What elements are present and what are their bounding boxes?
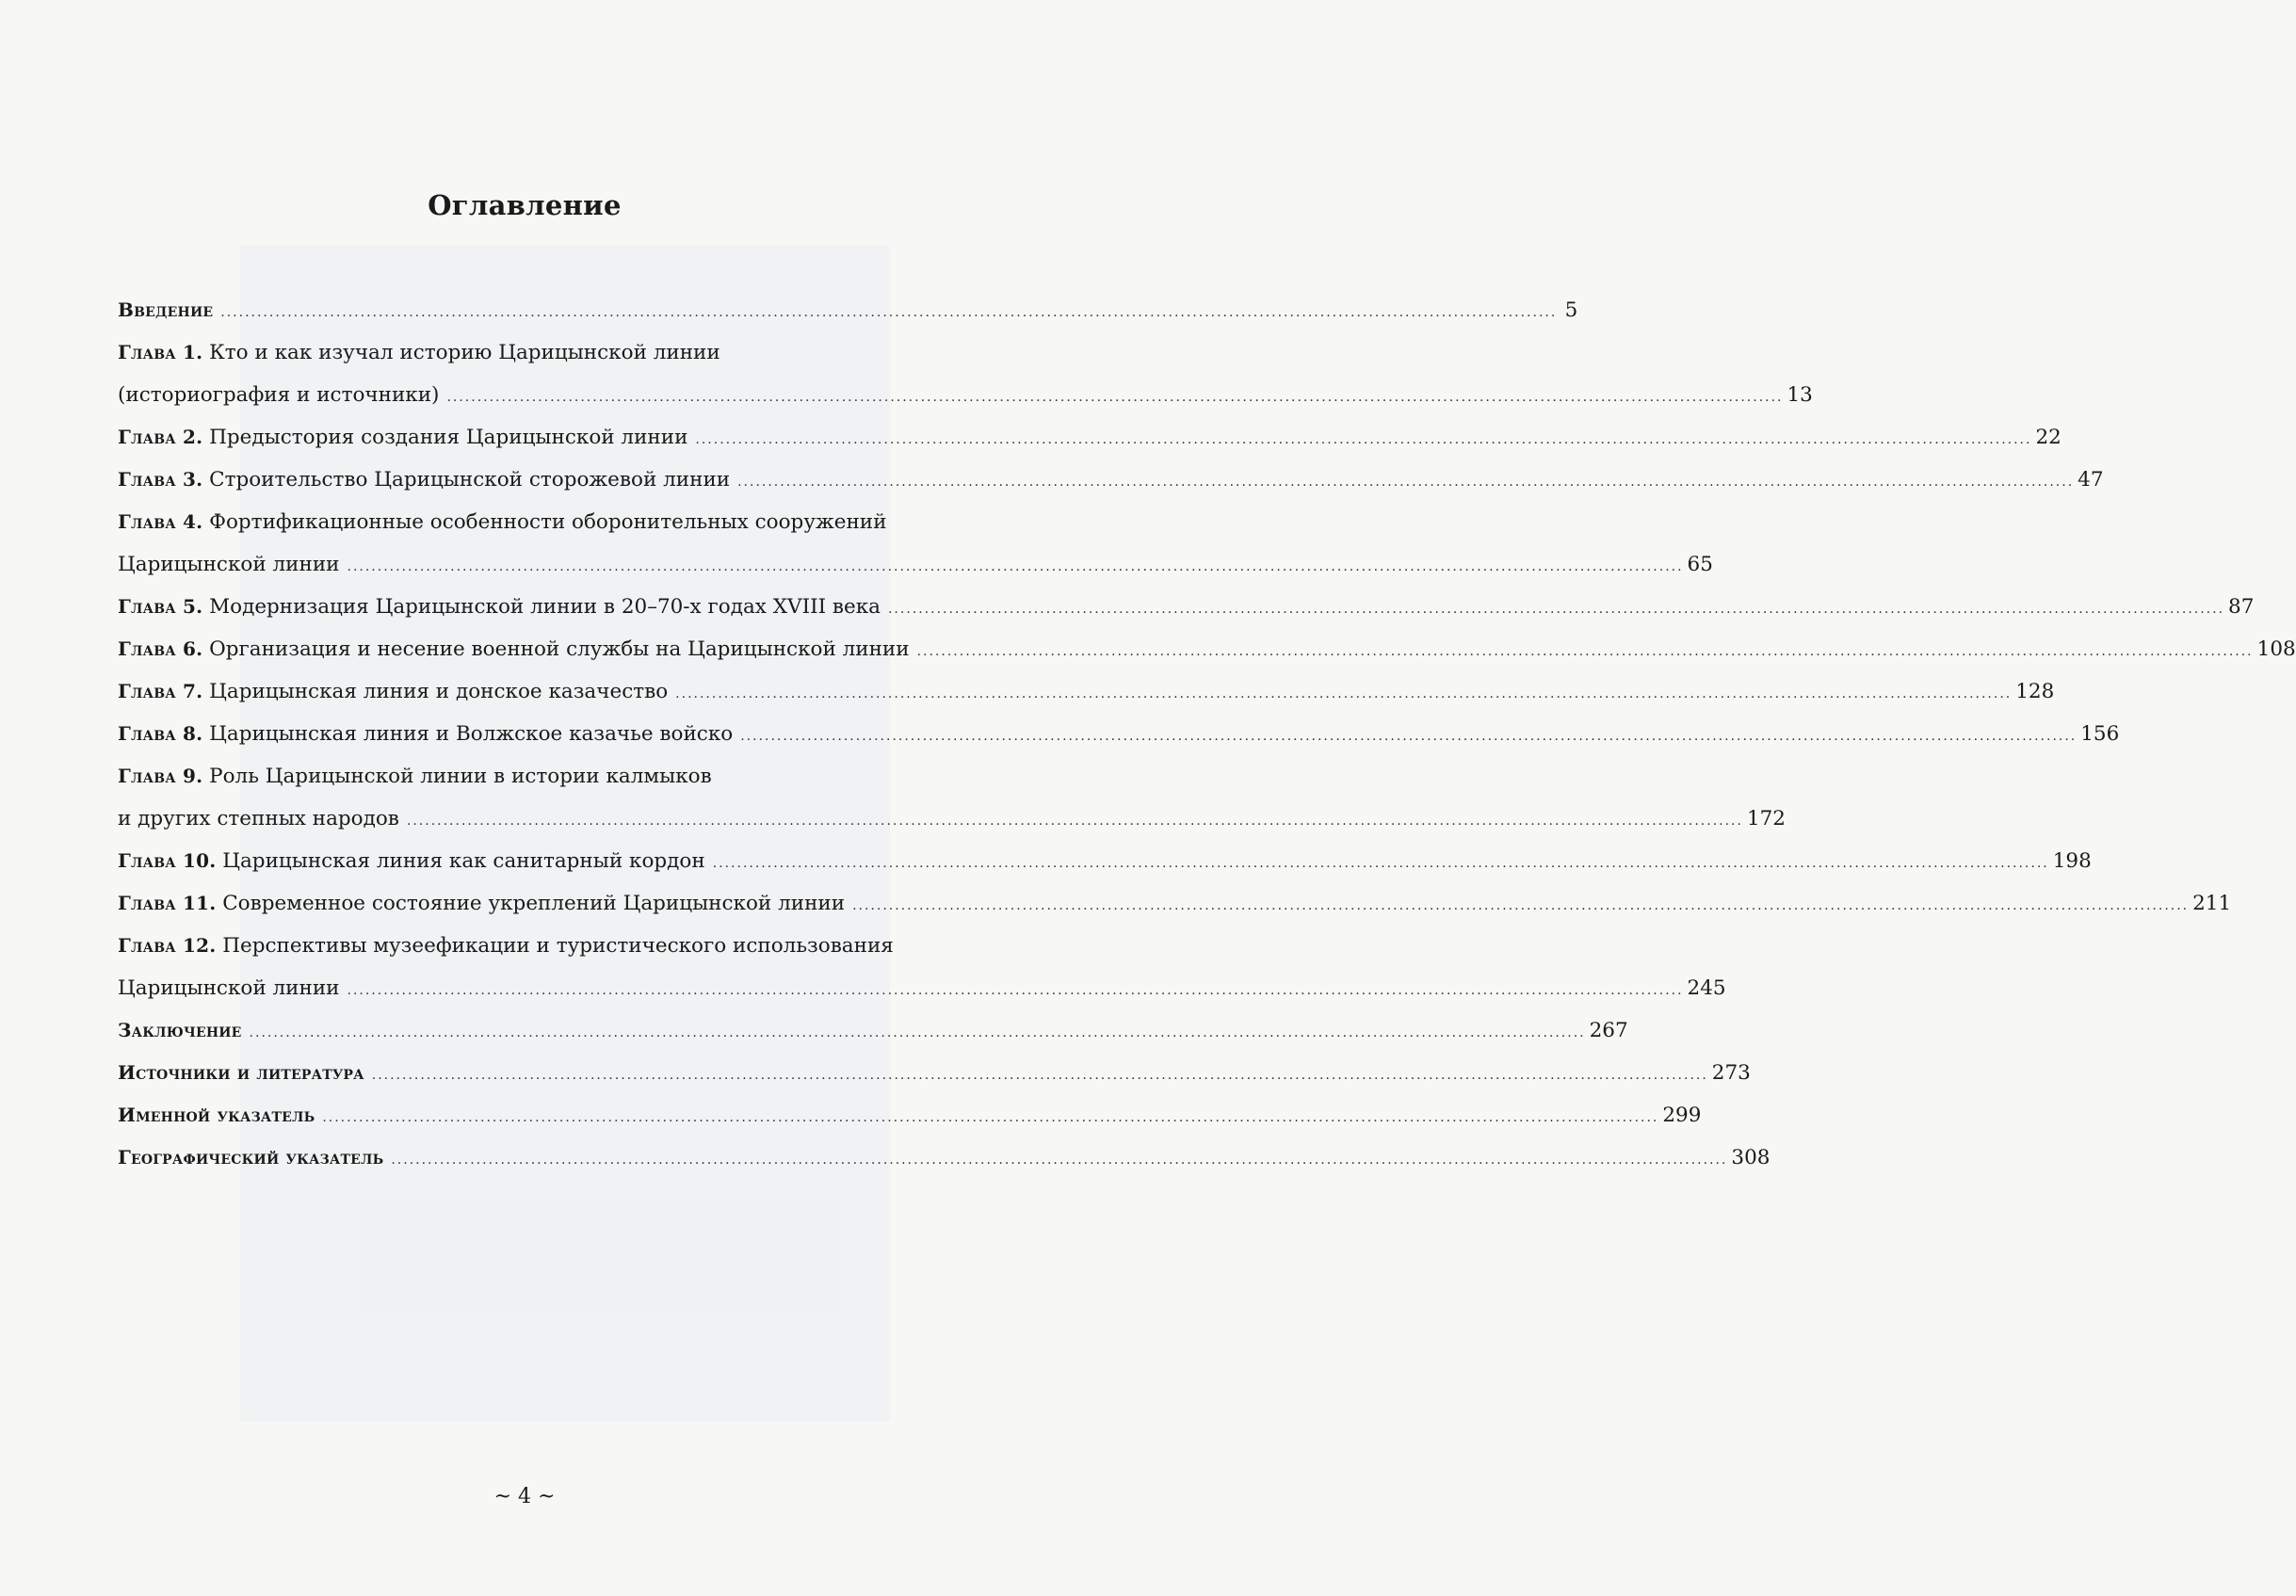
toc-entry-lead: Глава 4.	[118, 510, 203, 533]
toc-entry	[118, 1009, 1628, 1052]
toc-entry	[118, 501, 1037, 543]
toc-entry-label	[118, 1052, 364, 1094]
toc-entry-text: Фортификационные особенности оборонительных сооружений	[209, 510, 887, 534]
toc-page-number: 47	[2078, 468, 2104, 492]
toc-entry	[118, 925, 1037, 967]
toc-entry-label	[118, 459, 730, 501]
toc-entry-label	[118, 628, 910, 670]
toc-page-number: 87	[2228, 595, 2255, 619]
toc-page-number: 211	[2192, 892, 2232, 915]
toc-entry	[118, 1137, 1771, 1179]
page-title: Оглавление	[428, 189, 622, 221]
toc-leader-dots: ............................................................................................................................................................................................................................	[347, 983, 1684, 998]
toc-leader-dots: ............................................................................................................................................................................................................................	[712, 856, 2049, 871]
toc-entry	[118, 1094, 1702, 1137]
toc-entry-label	[118, 289, 213, 331]
toc-entry-lead: Заключение	[118, 1019, 242, 1041]
toc-entry-label	[118, 331, 720, 374]
toc-entry-label	[118, 1009, 242, 1052]
toc-entry	[118, 882, 2232, 925]
toc-entry	[118, 670, 2055, 713]
table-of-contents	[118, 289, 2296, 1179]
toc-page-number: 65	[1687, 553, 1713, 576]
toc-page-number: 156	[2080, 722, 2120, 746]
toc-entry	[118, 713, 2120, 755]
toc-entry-text: (историография и источники)	[118, 383, 440, 407]
toc-leader-dots: ............................................................................................................................................................................................................................	[220, 305, 1558, 320]
toc-entry-text: Царицынской линии	[118, 553, 340, 576]
toc-entry	[118, 374, 1813, 416]
toc-leader-dots: ............................................................................................................................................................................................................................	[737, 475, 2075, 490]
toc-entry-text: и других степных народов	[118, 807, 399, 830]
toc-entry-text: Царицынской линии	[118, 976, 340, 1000]
toc-entry-label	[118, 501, 886, 543]
toc-page-number: 5	[1564, 298, 1578, 322]
toc-entry-label	[118, 1137, 383, 1179]
toc-entry-text: Строительство Царицынской сторожевой линии	[209, 468, 731, 492]
toc-entry-lead: Глава 5.	[118, 595, 203, 618]
toc-entry	[118, 459, 2104, 501]
toc-leader-dots: ............................................................................................................................................................................................................................	[371, 1068, 1708, 1083]
toc-leader-dots: ............................................................................................................................................................................................................................	[391, 1153, 1728, 1168]
toc-entry-text: Роль Царицынской линии в истории калмыков	[209, 765, 712, 788]
toc-leader-dots: ............................................................................................................................................................................................................................	[852, 898, 2190, 913]
toc-leader-dots: ............................................................................................................................................................................................................................	[916, 644, 2254, 659]
toc-entry-lead: Глава 6.	[118, 637, 203, 660]
toc-entry-lead: Глава 1.	[118, 341, 203, 363]
toc-entry	[118, 331, 1037, 374]
toc-leader-dots: ............................................................................................................................................................................................................................	[406, 814, 1743, 829]
toc-entry-label	[118, 882, 845, 925]
toc-entry-label	[118, 670, 668, 713]
toc-leader-dots: ............................................................................................................................................................................................................................	[887, 602, 2225, 617]
toc-page-number: 128	[2015, 680, 2055, 703]
toc-entry-label	[118, 925, 894, 967]
toc-page-number: 273	[1711, 1061, 1751, 1085]
toc-entry-label	[118, 713, 733, 755]
toc-entry	[118, 289, 1578, 331]
toc-entry-lead: Глава 11.	[118, 892, 217, 914]
toc-entry	[118, 1052, 1751, 1094]
toc-entry-lead: Введение	[118, 298, 214, 321]
toc-entry-text: Перспективы музеефикации и туристического использования	[222, 934, 894, 958]
toc-page-number: 308	[1731, 1146, 1771, 1169]
toc-page-number: 22	[2035, 426, 2062, 449]
toc-entry	[118, 840, 2092, 882]
toc-entry-text: Современное состояние укреплений Царицынской линии	[222, 892, 846, 915]
toc-leader-dots: ............................................................................................................................................................................................................................	[249, 1025, 1586, 1040]
toc-entry	[118, 586, 2255, 628]
toc-page-number: 198	[2052, 849, 2092, 873]
toc-leader-dots: ............................................................................................................................................................................................................................	[695, 432, 2032, 447]
toc-entry-lead: Глава 12.	[118, 934, 217, 957]
toc-entry	[118, 416, 2062, 459]
toc-page-number: 13	[1787, 383, 1813, 407]
toc-entry-text: Царицынская линия и Волжское казачье войско	[209, 722, 734, 746]
toc-page-number: 172	[1746, 807, 1786, 830]
toc-entry-text: Предыстория создания Царицынской линии	[209, 426, 688, 449]
toc-entry-label	[118, 586, 881, 628]
toc-leader-dots: ............................................................................................................................................................................................................................	[675, 686, 2013, 701]
toc-entry-text: Царицынская линия как санитарный кордон	[222, 849, 705, 873]
toc-leader-dots: ............................................................................................................................................................................................................................	[347, 559, 1684, 574]
toc-leader-dots: ............................................................................................................................................................................................................................	[740, 729, 2078, 744]
page-number: ~ 4 ~	[493, 1485, 556, 1508]
toc-entry-lead: Глава 3.	[118, 468, 203, 491]
toc-entry-label	[118, 755, 712, 798]
toc-page-number: 267	[1589, 1019, 1628, 1042]
toc-entry-lead: Глава 7.	[118, 680, 203, 702]
toc-entry-lead: Глава 10.	[118, 849, 217, 872]
toc-entry-label	[118, 798, 399, 840]
toc-entry-text: Кто и как изучал историю Царицынской линии	[209, 341, 720, 364]
toc-entry-lead: Глава 9.	[118, 765, 203, 787]
toc-entry-label	[118, 543, 340, 586]
toc-entry-label	[118, 1094, 315, 1137]
toc-entry-text: Модернизация Царицынской линии в 20–70-х годах XVIII века	[209, 595, 881, 619]
toc-entry-lead: Географический указатель	[118, 1146, 384, 1169]
toc-entry-lead: Источники и литература	[118, 1061, 364, 1084]
toc-entry	[118, 543, 1713, 586]
toc-entry	[118, 798, 1786, 840]
toc-entry	[118, 967, 1726, 1009]
toc-entry-text: Царицынская линия и донское казачество	[209, 680, 669, 703]
toc-page-number: 108	[2256, 637, 2296, 661]
toc-entry-text: Организация и несение военной службы на Царицынской линии	[209, 637, 910, 661]
toc-entry-lead: Глава 8.	[118, 722, 203, 745]
toc-entry-label	[118, 374, 439, 416]
toc-page-number: 299	[1662, 1104, 1702, 1127]
toc-entry	[118, 628, 2296, 670]
toc-entry-label	[118, 967, 340, 1009]
toc-leader-dots: ............................................................................................................................................................................................................................	[446, 390, 1784, 405]
toc-entry-label	[118, 416, 687, 459]
toc-entry-lead: Глава 2.	[118, 426, 203, 448]
toc-leader-dots: ............................................................................................................................................................................................................................	[322, 1110, 1659, 1125]
toc-entry-label	[118, 840, 705, 882]
toc-page-number: 245	[1687, 976, 1726, 1000]
toc-entry-lead: Именной указатель	[118, 1104, 315, 1126]
toc-entry	[118, 755, 1037, 798]
